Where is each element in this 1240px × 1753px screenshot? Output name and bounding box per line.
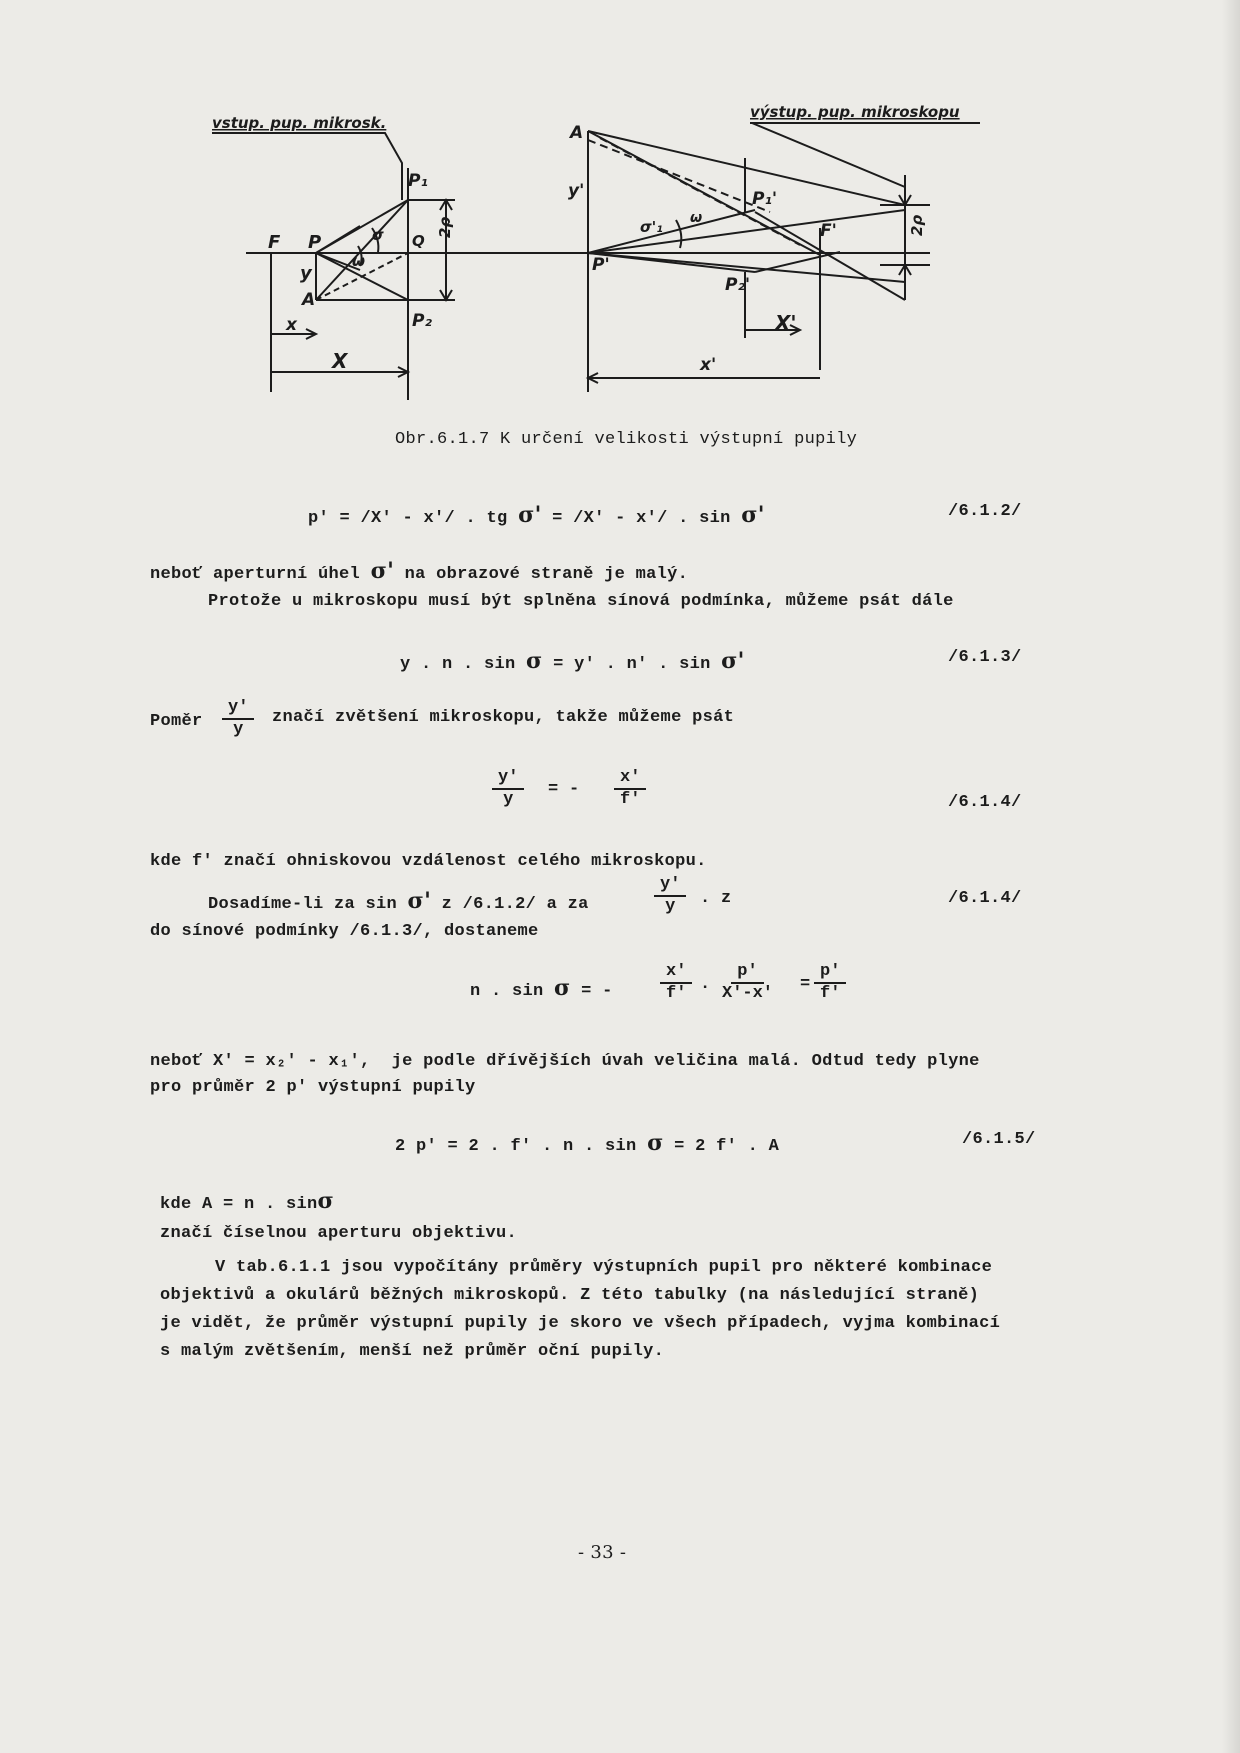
paragraph-line: V tab.6.1.1 jsou vypočítány průměry výstupních pupil pro některé kombinace [215,1258,993,1277]
svg-text:P: P [308,232,322,253]
paragraph-line: je vidět, že průměr výstupní pupily je skoro ve všech případech, vyjma kombinací [160,1314,1001,1333]
svg-text:F': F' [820,221,837,241]
optics-diagram [0,0,1240,430]
svg-text:x': x' [700,355,717,375]
svg-text:X: X [332,349,348,373]
fraction: $\frac{y'}{y}$ [492,768,524,810]
svg-text:ω: ω [690,210,703,226]
svg-text:P₂: P₂ [412,311,432,331]
equation-number: /6.1.5/ [962,1130,1036,1149]
equation-number: /6.1.4/ [948,793,1022,812]
paragraph-line: objektivů a okulárů běžných mikroskopů. Z této tabulky (na následující straně) [160,1286,980,1305]
text-line: značí číselnou aperturu objektivu. [160,1224,518,1243]
fraction: $\frac{x'}{f'}$ [614,768,646,810]
text-line: pro průměr 2 p' výstupní pupily [150,1078,476,1097]
text-line: Poměr [150,712,203,731]
text-line: do sínové podmínky /6.1.3/, dostaneme [150,922,539,941]
figure-caption: Obr.6.1.7 K určení velikosti výstupní pupily [395,430,858,449]
svg-text:F: F [268,232,281,253]
left-figure-label: vstup. pup. mikrosk. [212,114,387,132]
text-line: neboť X' = x₂' - x₁', je podle dřívějších úvah veličina malá. Odtud tedy plyne [150,1052,980,1071]
svg-text:x: x [286,315,297,335]
svg-text:2ρ: 2ρ [436,216,454,238]
text-line: neboť aperturní úhel σ' na obrazové straně je malý. [150,558,689,584]
equation-substitution: n . sin σ = - [470,975,613,1001]
equation-number: /6.1.2/ [948,502,1022,521]
left-label-leader [212,133,402,200]
text-line: kde f' značí ohniskovou vzdálenost celého mikroskopu. [150,852,707,871]
fraction: $\frac{y'}{y}$ [654,875,686,917]
fraction: $\frac{x'}{f'}$ [660,962,692,1004]
fraction: $\frac{y'}{y}$ [222,698,254,740]
svg-text:2ρ: 2ρ [908,214,926,236]
text-line: kde A = n . sinσ [160,1188,335,1214]
svg-text:P₁: P₁ [408,171,428,191]
svg-text:P₁': P₁' [752,189,778,209]
svg-text:P': P' [592,255,610,275]
fraction: $\frac{p'}{X'-x'}$ [722,962,774,1003]
paragraph-line: s malým zvětšením, menší než průměr oční pupily. [160,1342,665,1361]
document-page: vstup. pup. mikrosk. výstup. pup. mikroskopu P₁ F P y A σ ω Q 2ρ P₂ x X A y' P' σ'₁ ω P₁' F' 2ρ P₂' X' x' Obr.6.1.7 K určení velikosti výstupní pupily p' = /X' - x'/ . tg σ' = /X' - x'/ . sin σ' /6.1.2/ neboť aperturní úhel σ' na obrazové straně je malý. Protože u mikroskopu musí být splněna sínová podmínka, můžeme psát dále y . n . sin σ = y' . n' . sin σ' /6.1.3/ Poměr $\frac{y'}{y}$ značí zvětšení mikroskopu, takže můžeme psát $\frac{y'}{y}$ = - $\frac{x'}{f'}$ /6.1.4/ kde f' značí ohniskovou vzdálenost celého mikroskopu. Dosadíme-li za sin σ' z /6.1.2/ a za $\frac{y'}{y}$ . z /6.1.4/ do sínové podmínky /6.1.3/, dostaneme n . sin σ = - $\frac{x'}{f'}$ . $\frac{p'}{X'-x'}$ = $\frac{p'}{f'}$ neboť X' = x₂' - x₁', je podle dřívějších úvah veličina malá. Odtud tedy plyne pro průměr 2 p' výstupní pupily 2 p' = 2 . f' . n . sin σ = 2 f' . A /6.1.5/ kde A = n . sinσ značí číselnou aperturu objektivu. V tab.6.1.1 jsou vypočítány průměry výstupních pupil pro některé kombinace objektivů a okulárů běžných mikroskopů. Z této tabulky (na následující straně) je vidět, že průměr výstupní pupily je skoro ve všech případech, vyjma kombinací s malým zvětšením, menší než průměr oční pupily. - 33 - [0,0,1240,1753]
right-figure-label: výstup. pup. mikroskopu [750,103,960,121]
equation-6-1-5: 2 p' = 2 . f' . n . sin σ = 2 f' . A [395,1130,780,1156]
svg-text:ω: ω [352,252,366,270]
svg-text:y: y [300,263,312,284]
svg-text:A: A [570,123,584,143]
equation-number: /6.1.4/ [948,889,1022,908]
svg-text:Q: Q [412,232,425,250]
equation-6-1-2: p' = /X' - x'/ . tg σ' = /X' - x'/ . sin σ' [308,502,765,528]
svg-text:P₂': P₂' [725,275,751,295]
fraction: $\frac{p'}{f'}$ [814,962,846,1004]
svg-text:A: A [302,290,316,310]
equation-number: /6.1.3/ [948,648,1022,667]
svg-text:y': y' [568,181,585,201]
svg-text:X': X' [775,311,797,335]
page-number: - 33 - [578,1542,627,1563]
svg-text:σ'₁: σ'₁ [640,218,663,236]
svg-text:σ: σ [372,226,384,244]
text-line: značí zvětšení mikroskopu, takže můžeme psát [272,708,735,727]
text-line: Dosadíme-li za sin σ' z /6.1.2/ a za [208,888,589,914]
text-line: Protože u mikroskopu musí být splněna sínová podmínka, můžeme psát dále [208,592,954,611]
equation-6-1-3: y . n . sin σ = y' . n' . sin σ' [400,648,745,674]
